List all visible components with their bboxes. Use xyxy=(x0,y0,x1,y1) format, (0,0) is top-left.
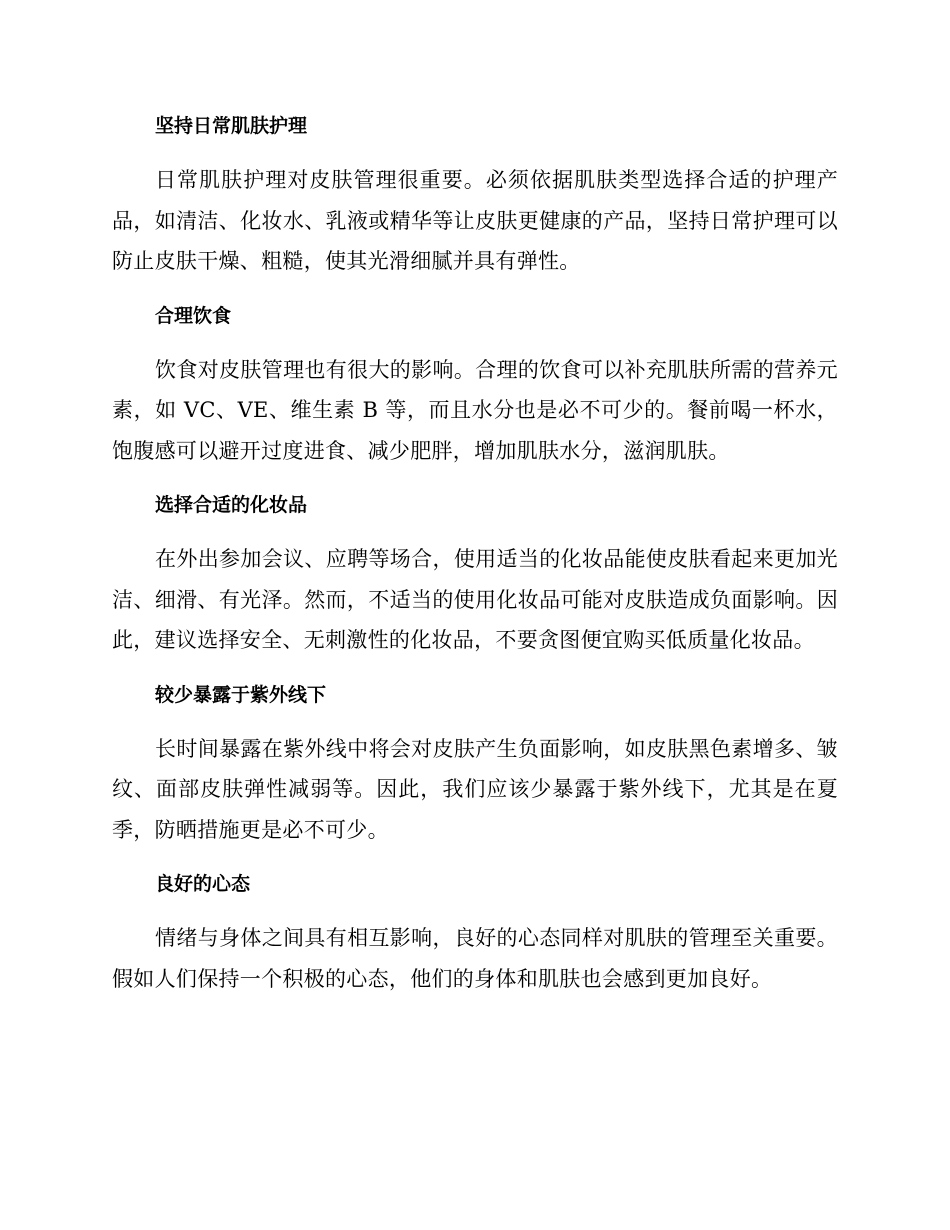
section-paragraph: 饮食对皮肤管理也有很大的影响。合理的饮食可以补充肌肤所需的营养元素，如 VC、VE、维生素 B 等，而且水分也是必不可少的。餐前喝一杯水，饱腹感可以避开过度进食、减少肥胖，增加肌肤水分，滋润肌肤。 xyxy=(112,357,838,463)
section-heading: 良好的心态 xyxy=(155,873,251,895)
section-heading: 坚持日常肌肤护理 xyxy=(155,115,308,137)
section-diet xyxy=(112,298,838,472)
section-uv-exposure xyxy=(112,677,838,851)
section-heading: 合理饮食 xyxy=(155,304,232,327)
section-paragraph: 长时间暴露在紫外线中将会对皮肤产生负面影响，如皮肤黑色素增多、皱纹、面部皮肤弹性减弱等。因此，我们应该少暴露于紫外线下，尤其是在夏季，防晒措施更是必不可少。 xyxy=(112,736,838,842)
section-mindset xyxy=(112,866,838,999)
section-heading: 较少暴露于紫外线下 xyxy=(155,683,327,706)
section-paragraph: 情绪与身体之间具有相互影响，良好的心态同样对肌肤的管理至关重要。假如人们保持一个积极的心态，他们的身体和肌肤也会感到更加良好。 xyxy=(112,926,838,991)
section-heading: 选择合适的化妆品 xyxy=(155,494,308,516)
section-paragraph: 在外出参加会议、应聘等场合，使用适当的化妆品能使皮肤看起来更加光洁、细滑、有光泽。然而，不适当的使用化妆品可能对皮肤造成负面影响。因此，建议选择安全、无刺激性的化妆品，不要贪图便宜购买低质量化妆品。 xyxy=(112,547,838,652)
section-paragraph: 日常肌肤护理对皮肤管理很重要。必须依据肌肤类型选择合适的护理产品，如清洁、化妆水、乳液或精华等让皮肤更健康的产品，坚持日常护理可以防止皮肤干燥、粗糙，使其光滑细腻并具有弹性。 xyxy=(112,168,838,273)
section-daily-skincare xyxy=(112,108,838,282)
section-cosmetics xyxy=(112,487,838,661)
